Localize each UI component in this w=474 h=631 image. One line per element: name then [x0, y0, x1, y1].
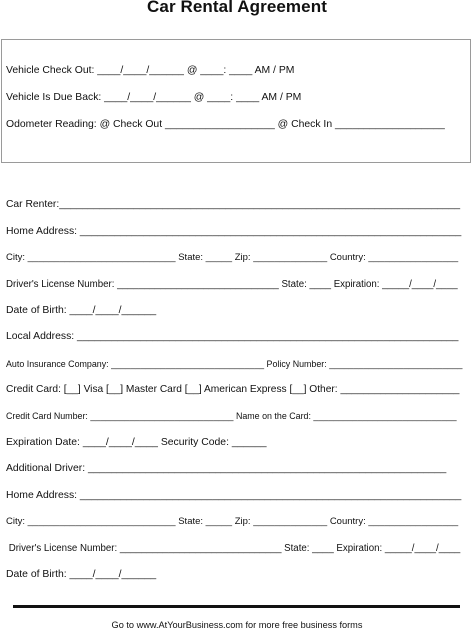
- vehicle-check-out-line[interactable]: Vehicle Check Out: ____/____/______ @ ____: ____ AM / PM: [6, 65, 295, 76]
- local-address-field[interactable]: Local Address: __________________________________________________________________: [6, 331, 459, 342]
- expiration-security-field[interactable]: Expiration Date: ____/____/____ Security Code: ______: [6, 437, 267, 448]
- city-state-zip-country-field[interactable]: City: ____________________________ State: _____ Zip: ______________ Country: _________________: [6, 252, 459, 263]
- footer-divider: [13, 605, 460, 608]
- drivers-license-field[interactable]: Driver's License Number: ______________________________ State: ____ Expiration: _____/____/____: [6, 279, 458, 290]
- credit-card-number-field[interactable]: Credit Card Number: _____________________________ Name on the Card: _____________________________: [6, 411, 457, 421]
- odometer-reading-line[interactable]: Odometer Reading: @ Check Out ___________________ @ Check In ___________________: [6, 119, 445, 130]
- footer-note: Go to www.AtYourBusiness.com for more free business forms: [111, 620, 363, 630]
- car-renter-field[interactable]: Car Renter:______________________________________________________________________: [6, 199, 461, 210]
- additional-home-address-field[interactable]: Home Address: __________________________________________________________________: [6, 490, 462, 501]
- document-title: Car Rental Agreement: [147, 0, 327, 16]
- additional-city-state-zip-country-field[interactable]: City: ____________________________ State: _____ Zip: ______________ Country: _________________: [6, 516, 459, 527]
- vehicle-due-back-line[interactable]: Vehicle Is Due Back: ____/____/______ @ ____: ____ AM / PM: [6, 92, 302, 103]
- home-address-field[interactable]: Home Address: __________________________________________________________________: [6, 226, 462, 237]
- additional-date-of-birth-field[interactable]: Date of Birth: ____/____/______: [6, 569, 157, 580]
- credit-card-type-field[interactable]: Credit Card: [__] Visa [__] Master Card [__] American Express [__] Other: _____________________: [6, 384, 460, 395]
- additional-drivers-license-field[interactable]: Driver's License Number: ______________________________ State: ____ Expiration: _____/____/____: [6, 543, 461, 554]
- additional-driver-field[interactable]: Additional Driver: ______________________________________________________________: [6, 463, 447, 474]
- date-of-birth-field[interactable]: Date of Birth: ____/____/______: [6, 305, 157, 316]
- auto-insurance-field[interactable]: Auto Insurance Company: _______________________________ Policy Number: ___________________________: [6, 359, 463, 369]
